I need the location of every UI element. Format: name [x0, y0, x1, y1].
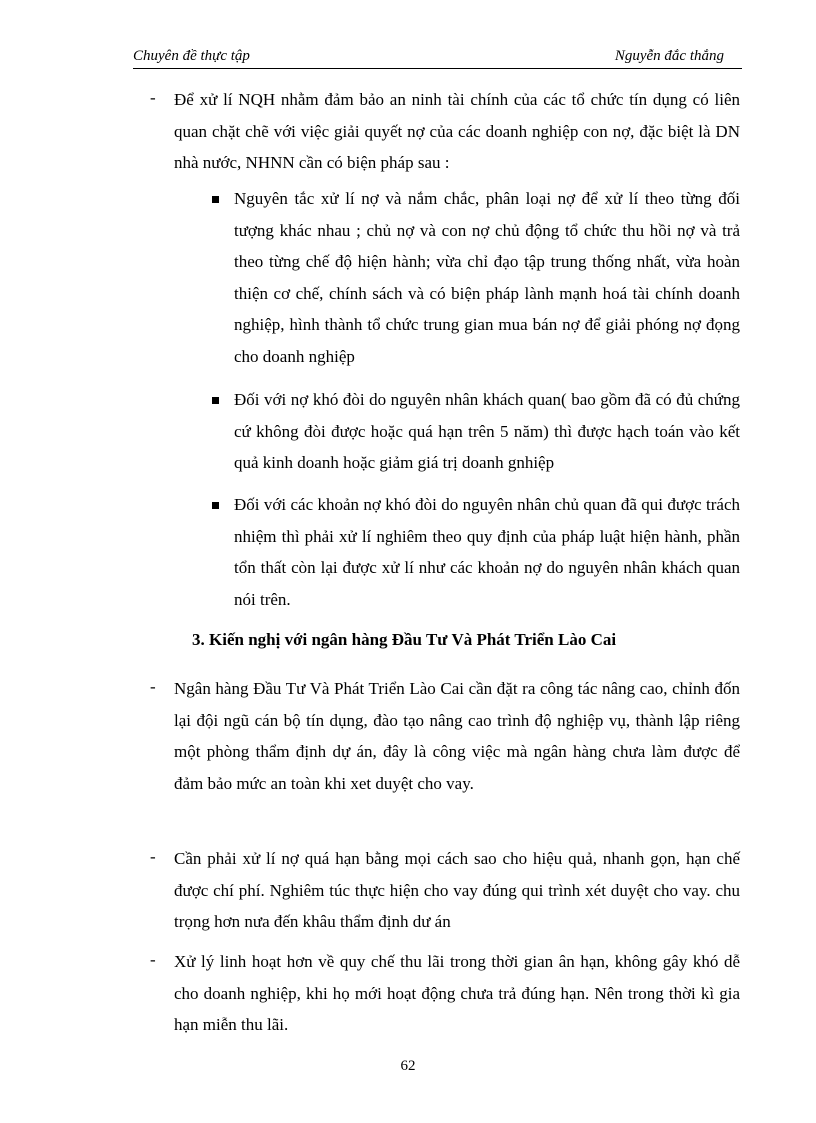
sub-item-2: Đối với nợ khó đòi do nguyên nhân khách quan( bao gồm đã có đủ chứng cứ không đòi được hoặc quá hạn trên 5 năm) thì được hạch toán vào kết quả kinh doanh hoặc giảm giá trị doanh gnhiệp [234, 390, 740, 472]
sub-item-1: Nguyên tắc xử lí nợ và nắm chắc, phân loại nợ để xử lí theo từng đối tượng khác nhau ; chủ nợ và con nợ chủ động tổ chức thu hồi nợ và trả theo từng chế độ hiện hành; vừa chỉ đạo tập trung thống nhất, vừa hoàn thiện cơ chế, chính sách và có biện pháp lành mạnh hoá tài chính doanh nghiệp, hình thành tổ chức trung gian mua bán nợ để giải phóng nợ đọng cho doanh nghiệp [234, 189, 740, 366]
dash-marker: - [150, 88, 156, 107]
dash-marker: - [150, 950, 156, 969]
header-rule [133, 68, 742, 69]
header-right-text: Nguyễn đắc thắng [614, 48, 724, 64]
section-heading: 3. Kiến nghị với ngân hàng Đầu Tư Và Phát Triển Lào Cai [192, 630, 617, 649]
sub-item-3: Đối với các khoản nợ khó đòi do nguyên nhân chủ quan đã qui được trách nhiệm thì phải xử lí nghiêm theo quy định của pháp luật hiện hành, phần tổn thất còn lại được xử lí như các khoản nợ do nguyên nhân khách quan nói trên. [234, 495, 740, 609]
bullet-icon [212, 196, 219, 203]
dash-marker: - [150, 677, 156, 696]
section-item-2: Cần phải xử lí nợ quá hạn bằng mọi cách sao cho hiệu quả, nhanh gọn, hạn chế được chí phí. Nghiêm túc thực hiện cho vay đúng qui trình xét duyệt cho vay. chu trọng hơn nưa đến khâu thẩm định dư án [174, 849, 740, 931]
intro-paragraph: Để xử lí NQH nhằm đảm bảo an ninh tài chính của các tổ chức tín dụng có liên quan chặt chẽ với việc giải quyết nợ của các doanh nghiệp con nợ, đặc biệt là DN nhà nước, NHNN cần có biện pháp sau : [174, 90, 740, 172]
bullet-icon [212, 397, 219, 404]
dash-marker: - [150, 847, 156, 866]
section-item-3: Xử lý linh hoạt hơn về quy chế thu lãi trong thời gian ân hạn, không gây khó dễ cho doanh nghiệp, khi họ mới hoạt động chưa trả đúng hạn. Nên trong thời kì gia hạn miễn thu lãi. [174, 952, 740, 1034]
page-number: 62 [400, 1058, 416, 1074]
header-left-text: Chuyên đề thực tập [133, 48, 250, 64]
bullet-icon [212, 502, 219, 509]
header-bar [133, 48, 740, 68]
section-item-1: Ngân hàng Đầu Tư Và Phát Triển Lào Cai cần đặt ra công tác nâng cao, chỉnh đốn lại đội ngũ cán bộ tín dụng, đào tạo nâng cao trình độ nghiệp vụ, thành lập riêng một phòng thẩm định dự án, đây là công việc mà ngân hàng chưa làm được để đảm bảo mức an toàn khi xet duyệt cho vay. [174, 679, 740, 793]
